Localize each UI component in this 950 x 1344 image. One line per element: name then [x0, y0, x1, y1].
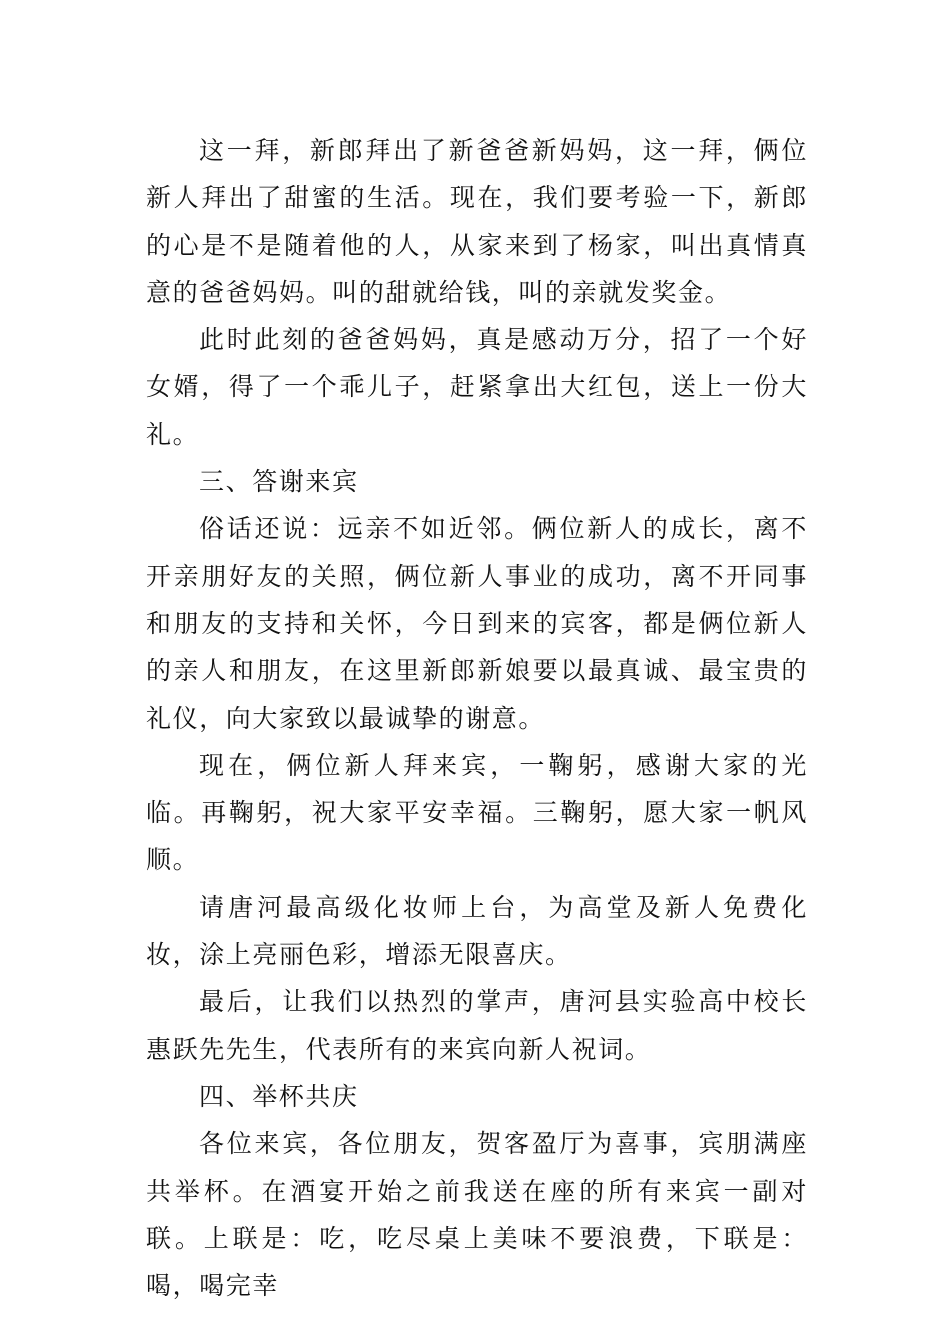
paragraph-parents-moved: 此时此刻的爸爸妈妈，真是感动万分，招了一个好女婿，得了一个乖儿子，赶紧拿出大红包，送上一份大礼。	[146, 325, 808, 449]
paragraph-makeup-artist: 请唐河最高级化妆师上台，为高堂及新人免费化妆，涂上亮丽色彩，增添无限喜庆。	[146, 892, 808, 970]
document-body	[146, 127, 808, 1309]
section-heading-toast: 四、举杯共庆	[199, 1081, 359, 1111]
paragraph-bow-guests: 现在，俩位新人拜来宾，一鞠躬，感谢大家的光临。再鞠躬，祝大家平安幸福。三鞠躬，愿大家一帆风顺。	[146, 750, 808, 875]
paragraph-toast-couplet: 各位来宾，各位朋友，贺客盈厅为喜事，宾朋满座共举杯。在酒宴开始之前我送在座的所有来宾一副对联。上联是：吃，吃尽桌上美味不要浪费，下联是：喝，喝完幸	[146, 1129, 808, 1301]
paragraph-principal-speech: 最后，让我们以热烈的掌声，唐河县实验高中校长惠跃先先生，代表所有的来宾向新人祝词。	[146, 987, 808, 1064]
paragraph-bow-parents: 这一拜，新郎拜出了新爸爸新妈妈，这一拜，俩位新人拜出了甜蜜的生活。现在，我们要考验一下，新郎的心是不是随着他的人，从家来到了杨家，叫出真情真意的爸爸妈妈。叫的甜就给钱，叫的亲就发奖金。	[146, 136, 808, 307]
paragraph-thank-guests: 俗话还说：远亲不如近邻。俩位新人的成长，离不开亲朋好友的关照，俩位新人事业的成功，离不开同事和朋友的支持和关怀，今日到来的宾客，都是俩位新人的亲人和朋友，在这里新郎新娘要以最真诚、最宝贵的礼仪，向大家致以最诚挚的谢意。	[146, 514, 808, 733]
section-heading-thank-guests: 三、答谢来宾	[199, 467, 359, 497]
